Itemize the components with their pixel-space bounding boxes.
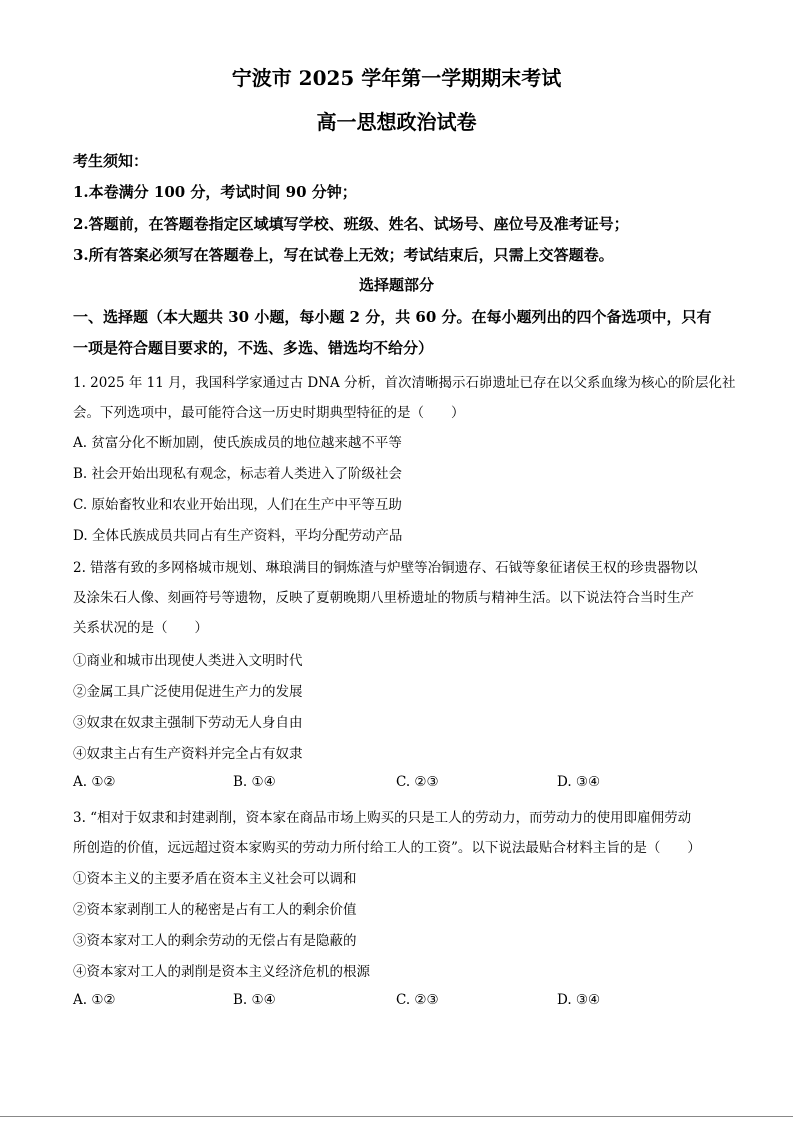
question-1-option-c: C. 原始畜牧业和农业开始出现，人们在生产中平等互助 <box>73 497 402 513</box>
question-2-statement: ①商业和城市出现使人类进入文明时代 <box>73 653 303 669</box>
question-3-statement: ①资本主义的主要矛盾在资本主义社会可以调和 <box>73 871 357 887</box>
notice-item: 2.答题前，在答题卷指定区域填写学校、班级、姓名、试场号、座位号及准考证号； <box>73 215 629 233</box>
notice-item: 3.所有答案必须写在答题卷上，写在试卷上无效；考试结束后，只需上交答题卷。 <box>73 246 614 264</box>
question-2-choice-d: D. ③④ <box>557 774 601 790</box>
question-3-statement: ③资本家对工人的剩余劳动的无偿占有是隐蔽的 <box>73 933 357 949</box>
question-1-option-a: A. 贫富分化不断加剧，使氏族成员的地位越来越不平等 <box>73 435 402 451</box>
question-3-choice-b: B. ①④ <box>233 992 276 1008</box>
question-3-choice-c: C. ②③ <box>396 992 439 1008</box>
question-3-choice-d: D. ③④ <box>557 992 601 1008</box>
section-title: 选择题部分 <box>358 276 434 294</box>
exam-title: 宁波市 2025 学年第一学期期末考试 <box>231 66 562 90</box>
question-1-option-d: D. 全体氏族成员共同占有生产资料，平均分配劳动产品 <box>73 528 403 544</box>
question-2-statement: ③奴隶在奴隶主强制下劳动无人身自由 <box>73 715 303 731</box>
question-2-choice-c: C. ②③ <box>396 774 439 790</box>
question-3-stem: 所创造的价值，远远超过资本家购买的劳动力所付给工人的工资”。以下说法最贴合材料主旨的是（ ） <box>73 840 701 856</box>
section-instruction: 一项是符合题目要求的，不选、多选、错选均不给分） <box>73 339 434 357</box>
question-3-statement: ②资本家剥削工人的秘密是占有工人的剩余价值 <box>73 902 357 918</box>
question-1-option-b: B. 社会开始出现私有观念，标志着人类进入了阶级社会 <box>73 466 403 482</box>
notice-heading: 考生须知： <box>73 152 149 170</box>
question-2-stem: 关系状况的是（ ） <box>73 620 208 636</box>
question-2-stem: 及涂朱石人像、刻画符号等遗物，反映了夏朝晚期八里桥遗址的物质与精神生活。以下说法符合当时生产 <box>73 590 694 606</box>
question-3-statement: ④资本家对工人的剥削是资本主义经济危机的根源 <box>73 964 370 980</box>
question-1-stem: 会。下列选项中，最可能符合这一历史时期典型特征的是（ ） <box>73 405 465 421</box>
exam-subtitle: 高一思想政治试卷 <box>316 110 477 134</box>
question-3-choice-a: A. ①② <box>73 992 116 1008</box>
section-instruction: 一、选择题（本大题共 30 小题，每小题 2 分，共 60 分。在每小题列出的四个备选项中，只有 <box>73 308 712 326</box>
question-2-stem: 2. 错落有致的多网格城市规划、琳琅满目的铜炼渣与炉壁等冶铜遗存、石钺等象征诸侯王权的珍贵器物以 <box>73 560 698 576</box>
question-1-stem: 1. 2025 年 11 月，我国科学家通过古 DNA 分析，首次清晰揭示石峁遗址已存在以父系血缘为核心的阶层化社 <box>73 375 736 391</box>
notice-item: 1.本卷满分 100 分，考试时间 90 分钟； <box>73 183 357 201</box>
question-2-choice-b: B. ①④ <box>233 774 276 790</box>
question-2-statement: ④奴隶主占有生产资料并完全占有奴隶 <box>73 746 303 762</box>
question-2-statement: ②金属工具广泛使用促进生产力的发展 <box>73 684 303 700</box>
page-bottom-rule <box>0 1116 793 1117</box>
question-3-stem: 3. “相对于奴隶和封建剥削，资本家在商品市场上购买的只是工人的劳动力，而劳动力的使用即雇佣劳动 <box>73 810 692 826</box>
question-2-choice-a: A. ①② <box>73 774 116 790</box>
